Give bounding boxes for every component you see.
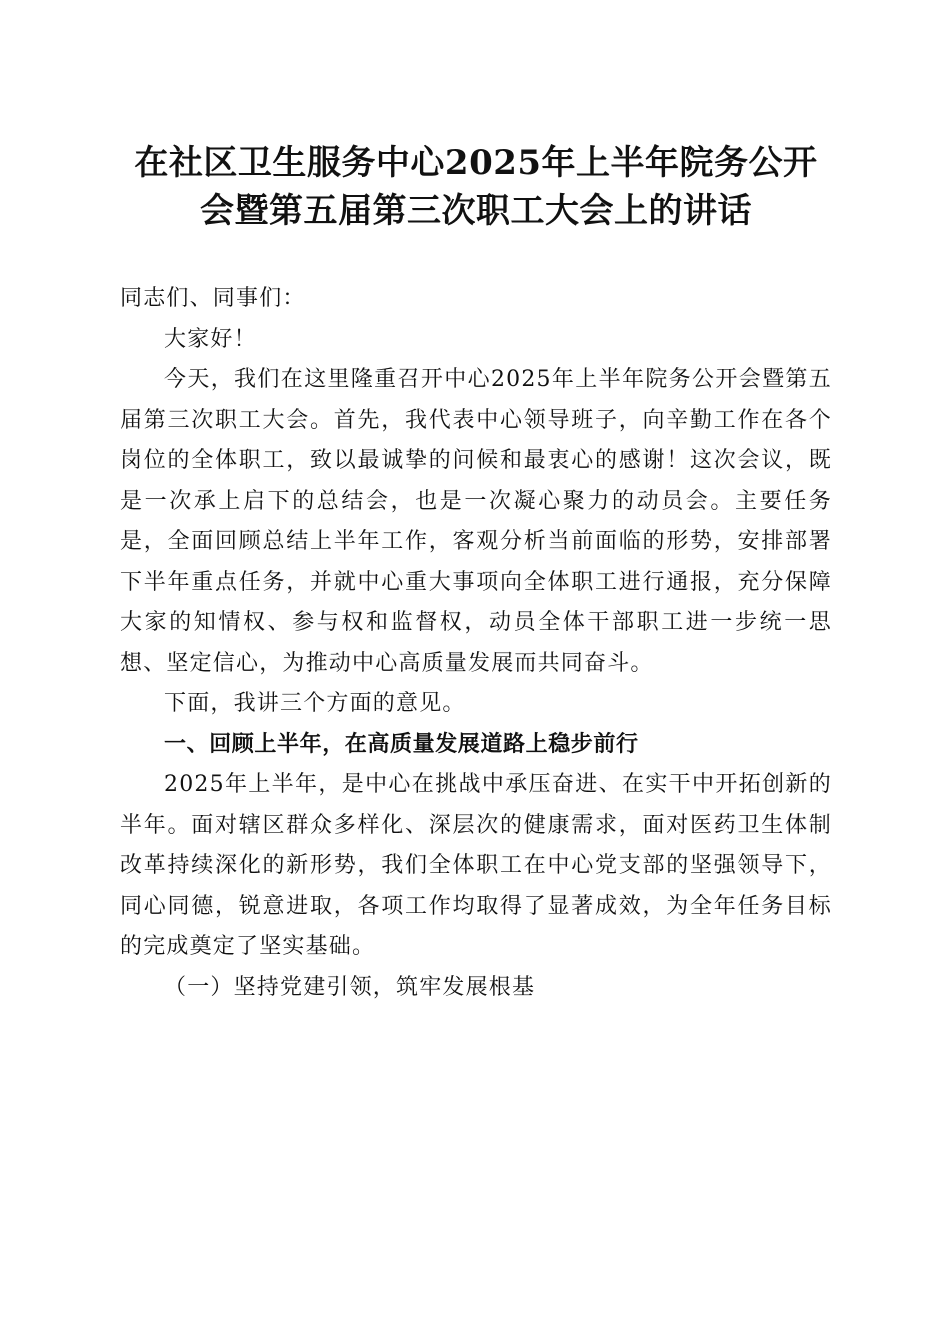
- section-heading-1: 一、回顾上半年，在高质量发展道路上稳步前行: [164, 731, 639, 757]
- document-body: [120, 279, 832, 1008]
- paragraph-review: 2025年上半年，是中心在挑战中承压奋进、在实干中开拓创新的半年。面对辖区群众多样化、深层次的健康需求，面对医药卫生体制改革持续深化的新形势，我们全体职工在中心党支部的坚强领导下，同心同德，锐意进取，各项工作均取得了显著成效，为全年任务目标的完成奠定了坚实基础。: [120, 772, 832, 959]
- paragraph-transition: 下面，我讲三个方面的意见。: [164, 691, 466, 716]
- paragraph-opening: 今天，我们在这里隆重召开中心2025年上半年院务公开会暨第五届第三次职工大会。首先，我代表中心领导班子，向辛勤工作在各个岗位的全体职工，致以最诚挚的问候和最衷心的感谢！这次会议，既是一次承上启下的总结会，也是一次凝心聚力的动员会。主要任务是，全面回顾总结上半年工作，客观分析当前面临的形势，安排部署下半年重点任务，并就中心重大事项向全体职工进行通报，充分保障大家的知情权、参与权和监督权，动员全体干部职工进一步统一思想、坚定信心，为推动中心高质量发展而共同奋斗。: [120, 367, 832, 676]
- document-title: [120, 139, 832, 235]
- salutation: 同志们、同事们：: [120, 286, 306, 311]
- title-line-2: 会暨第五届第三次职工大会上的讲话: [200, 191, 752, 231]
- title-line-1: 在社区卫生服务中心2025年上半年院务公开: [134, 143, 818, 183]
- greeting: 大家好！: [164, 326, 257, 352]
- subsection-heading-1: （一）坚持党建引领，筑牢发展根基: [164, 974, 536, 1000]
